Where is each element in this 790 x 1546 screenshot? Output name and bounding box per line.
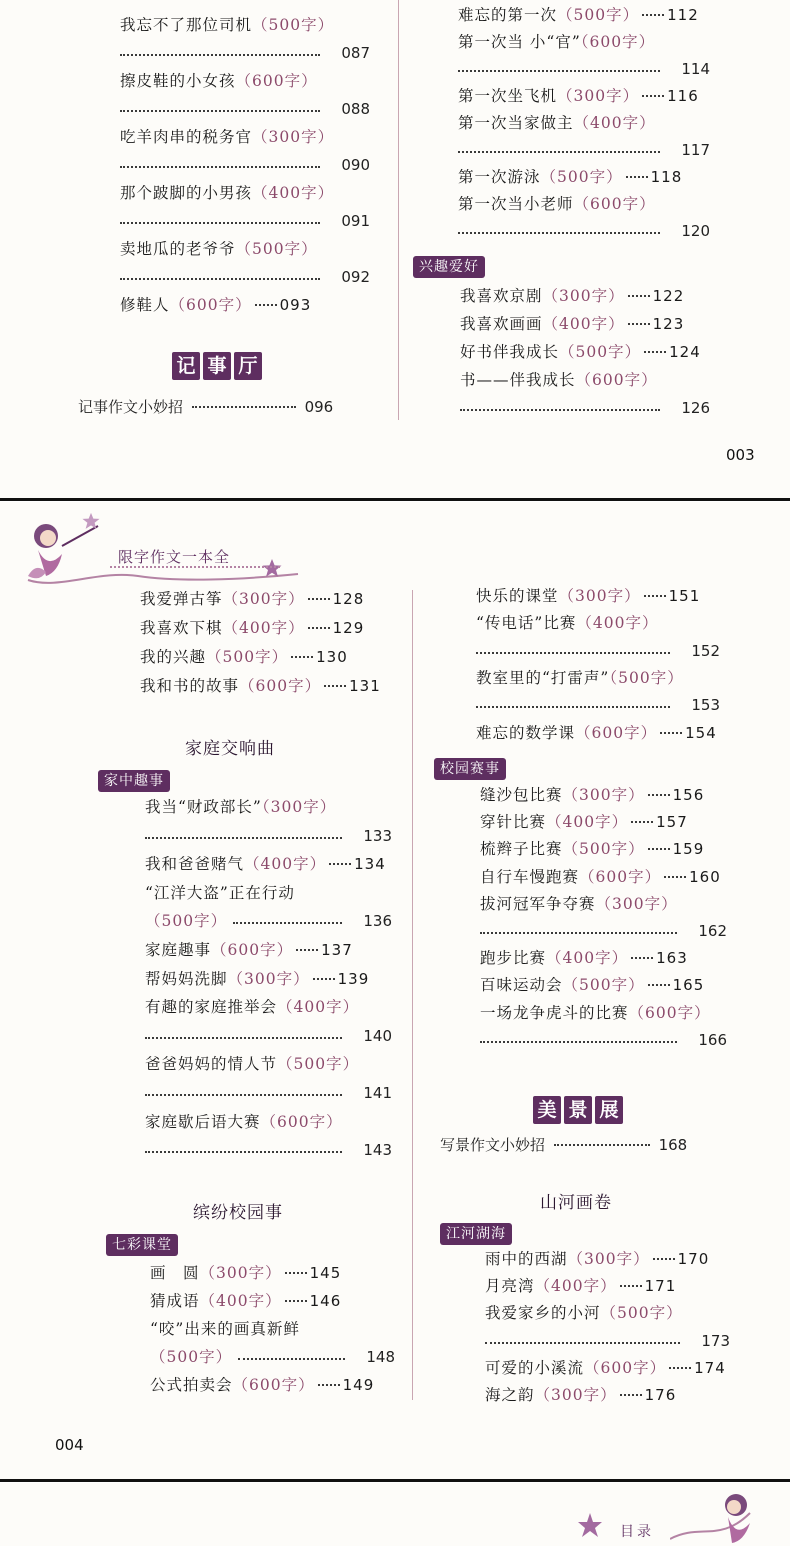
entry-title: 帮妈妈洗脚 [145, 969, 228, 988]
word-count: （500字） [277, 1055, 360, 1074]
word-count: （300字） [562, 786, 645, 804]
word-count: （600字） [584, 1358, 667, 1377]
toc-entry[interactable] [460, 371, 658, 389]
dot-leader [291, 656, 313, 658]
word-count: （300字） [567, 1250, 650, 1268]
toc-entry[interactable] [120, 296, 311, 314]
section-heading: 缤纷校园事 [193, 1203, 283, 1223]
toc-heading: 目录 [620, 1524, 654, 1540]
dot-leader [460, 409, 660, 411]
dot-leader [476, 652, 670, 654]
page-ref: 171 [644, 1277, 677, 1296]
page-ref: 174 [694, 1358, 726, 1377]
word-count: （600字） [211, 941, 294, 959]
dot-leader [458, 70, 660, 72]
entry-title: 我的兴趣 [140, 648, 207, 666]
page-ref: 141 [363, 1084, 392, 1102]
entry-title: 一场龙争虎斗的比赛 [480, 1003, 629, 1022]
word-count: （600字） [575, 723, 658, 742]
word-count: （400字） [576, 614, 659, 633]
toc-entry[interactable] [480, 786, 704, 804]
entry-title: 我和爸爸赌气 [145, 855, 245, 874]
toc-entry-continued[interactable] [150, 1348, 232, 1366]
column-divider [398, 0, 399, 420]
entry-title: 百味运动会 [480, 976, 563, 995]
dot-leader [329, 863, 351, 865]
entry-title: 穿针比赛 [480, 813, 547, 832]
tip-title: 写景作文小妙招 [440, 1136, 546, 1154]
entry-title: 梳辫子比赛 [480, 840, 563, 859]
word-count: （600字） [239, 677, 322, 695]
page-ref: 146 [309, 1292, 342, 1310]
entry-title: 爸爸妈妈的情人节 [145, 1055, 278, 1074]
entry-title: 我爱家乡的小河 [485, 1304, 601, 1323]
tip-page: 168 [658, 1136, 688, 1154]
toc-entry[interactable] [145, 855, 386, 873]
toc-entry[interactable] [485, 1250, 709, 1268]
word-count: （400字） [277, 998, 360, 1017]
dot-leader [313, 978, 335, 980]
entry-title: 好书伴我成长 [460, 343, 560, 361]
word-count: （400字） [573, 114, 656, 132]
page-ref: 176 [644, 1386, 677, 1404]
word-count: （300字） [595, 894, 678, 913]
toc-entry[interactable] [480, 813, 688, 831]
page-ref: 160 [689, 867, 721, 886]
word-count: （500字） [540, 168, 623, 186]
page-ref: 145 [309, 1264, 342, 1282]
page-number: 004 [55, 1436, 84, 1454]
section-title-boxes [172, 352, 262, 380]
word-count: （400字） [546, 949, 629, 968]
entry-title: 吃羊肉串的税务官 [120, 128, 253, 146]
category-tag: 七彩课堂 [106, 1234, 178, 1256]
dot-leader [480, 1041, 677, 1043]
title-underline [110, 566, 280, 568]
dot-leader [476, 706, 670, 708]
toc-entry[interactable] [145, 884, 295, 902]
word-count: （400字） [252, 184, 335, 202]
page-ref: 090 [341, 156, 370, 174]
page-ref: 118 [650, 168, 683, 186]
toc-entry[interactable] [485, 1359, 726, 1377]
page-ref: 129 [332, 619, 365, 637]
toc-entry[interactable] [145, 998, 359, 1016]
dot-leader [285, 1272, 307, 1274]
word-count: （500字） [206, 648, 289, 666]
page-ref: 122 [652, 287, 685, 305]
toc-entry[interactable] [140, 648, 348, 666]
entry-title: 我当“财政部长” [145, 798, 262, 816]
word-count: （600字） [573, 195, 656, 213]
dot-leader [620, 1394, 642, 1396]
word-count: （300字） [261, 798, 337, 816]
word-count: （500字） [235, 240, 318, 258]
dot-leader [642, 95, 664, 97]
word-count: （600字） [169, 296, 252, 314]
toc-entry[interactable] [476, 724, 717, 742]
entry-title: 擦皮鞋的小女孩 [120, 72, 236, 90]
entry-title: “咬”出来的画真新鲜 [150, 1320, 300, 1338]
entry-title: 拔河冠军争夺赛 [480, 894, 596, 913]
page-ref: 170 [677, 1250, 710, 1268]
word-count: （500字） [252, 16, 335, 34]
page-ref: 140 [363, 1026, 392, 1045]
box-char: 美 [533, 1096, 561, 1124]
entry-title: 有趣的家庭推举会 [145, 998, 278, 1017]
toc-entry[interactable] [458, 195, 656, 213]
dot-leader [648, 984, 670, 986]
toc-entry[interactable] [458, 114, 656, 132]
entry-title: 海之韵 [485, 1386, 535, 1404]
category-tag: 江河湖海 [440, 1223, 512, 1245]
dot-leader [642, 14, 664, 16]
page-ref: 148 [366, 1348, 395, 1366]
dot-leader [120, 110, 320, 112]
entry-title: 自行车慢跑赛 [480, 867, 580, 886]
toc-entry[interactable] [150, 1376, 374, 1394]
word-count: （300字） [558, 587, 641, 605]
word-count: （400字） [542, 315, 625, 333]
page-ref: 133 [363, 826, 392, 845]
dot-leader [628, 323, 650, 325]
toc-entry[interactable] [476, 587, 700, 605]
toc-entry[interactable] [140, 619, 364, 637]
dot-leader [296, 949, 318, 951]
page-ref: 114 [681, 60, 710, 78]
page-ref: 157 [656, 813, 688, 832]
word-count: （600字） [580, 33, 656, 51]
toc-entry[interactable] [145, 798, 336, 816]
toc-entry[interactable] [460, 315, 684, 333]
entry-title: 家庭歇后语大赛 [145, 1112, 261, 1131]
entry-title: 我忘不了那位司机 [120, 16, 253, 34]
page-ref: 087 [341, 44, 370, 62]
entry-title: 难忘的数学课 [476, 723, 576, 742]
word-count: （500字） [600, 1304, 683, 1323]
page-ref: 120 [681, 222, 710, 240]
page-ref: 163 [656, 949, 688, 968]
page-ref: 134 [354, 855, 386, 874]
word-count: （300字） [542, 287, 625, 305]
entry-title: 我爱弹古筝 [140, 590, 223, 608]
page-ref: 131 [349, 677, 381, 695]
star-icon [82, 512, 100, 530]
page-separator [0, 498, 790, 501]
dot-leader [458, 232, 660, 234]
word-count: （300字） [227, 969, 310, 988]
flower-vine-icon [670, 1483, 780, 1546]
page-ref: 165 [672, 976, 705, 995]
dot-leader [631, 957, 653, 959]
dot-leader [238, 1358, 345, 1360]
word-count: （300字） [557, 87, 640, 105]
word-count: （300字） [199, 1264, 282, 1282]
entry-title: 我喜欢画画 [460, 315, 543, 333]
dot-leader [255, 304, 277, 306]
toc-entry[interactable] [150, 1320, 300, 1338]
word-count: （500字） [562, 976, 645, 995]
category-tag: 校园赛事 [434, 758, 506, 780]
toc-entry[interactable] [145, 941, 353, 959]
dot-leader [620, 1285, 642, 1287]
toc-entry[interactable] [120, 72, 318, 90]
dot-leader [480, 932, 677, 934]
entry-title: 我喜欢京剧 [460, 287, 543, 305]
entry-title: 雨中的西湖 [485, 1250, 568, 1268]
dot-leader [669, 1367, 691, 1369]
dot-leader [554, 1144, 650, 1146]
entry-title: “传电话”比赛 [476, 614, 577, 633]
entry-title: 第一次坐飞机 [458, 87, 558, 105]
entry-title: 我和书的故事 [140, 677, 240, 695]
dot-leader [318, 1384, 340, 1386]
word-count: （300字） [222, 590, 305, 608]
box-char: 事 [203, 352, 231, 380]
box-char: 记 [172, 352, 200, 380]
page-ref: 091 [341, 212, 370, 230]
page-ref: 173 [701, 1331, 730, 1350]
box-char: 景 [564, 1096, 592, 1124]
page-ref: 149 [342, 1376, 375, 1394]
toc-entry[interactable] [480, 868, 721, 886]
word-count: （500字） [150, 1348, 233, 1366]
entry-title: 第一次游泳 [458, 168, 541, 186]
page-ref: 088 [341, 100, 370, 118]
dot-leader [660, 732, 682, 734]
word-count: （500字） [557, 6, 640, 24]
word-count: （400字） [222, 619, 305, 637]
toc-entry[interactable] [476, 669, 684, 687]
entry-title: 猜成语 [150, 1292, 200, 1310]
toc-entry[interactable] [458, 168, 682, 186]
toc-entry[interactable] [120, 184, 334, 202]
page-ref: 156 [672, 786, 705, 804]
dot-leader [233, 922, 342, 924]
toc-entry[interactable] [140, 590, 364, 608]
tip-entry[interactable] [78, 396, 333, 417]
toc-entry[interactable] [480, 1004, 711, 1022]
section-heading: 家庭交响曲 [185, 739, 275, 759]
dot-leader [631, 821, 653, 823]
toc-entry[interactable] [458, 87, 699, 105]
dot-leader [485, 1342, 680, 1344]
dot-leader [628, 295, 650, 297]
entry-title: 公式拍卖会 [150, 1376, 233, 1394]
word-count: （600字） [232, 1376, 315, 1394]
page-ref: 117 [681, 141, 710, 159]
page-ref: 154 [685, 723, 717, 742]
word-count: （500字） [609, 668, 684, 687]
word-count: （400字） [534, 1277, 617, 1296]
dot-leader [120, 222, 320, 224]
entry-title: 缝沙包比赛 [480, 786, 563, 804]
page-ref: 162 [698, 922, 727, 940]
page-ref: 137 [321, 941, 353, 959]
tip-entry[interactable] [440, 1134, 687, 1155]
page-ref: 116 [667, 87, 699, 105]
page-ref: 143 [363, 1141, 392, 1160]
toc-entry[interactable] [485, 1277, 676, 1295]
page-ref: 092 [341, 268, 370, 286]
toc-entry[interactable] [458, 33, 655, 51]
tip-title: 记事作文小妙招 [78, 398, 184, 416]
entry-title: 修鞋人 [120, 296, 170, 314]
word-count: （600字） [579, 867, 662, 886]
dot-leader [626, 176, 648, 178]
dot-leader [308, 598, 330, 600]
word-count: （600字） [628, 1003, 711, 1022]
box-char: 展 [595, 1096, 623, 1124]
entry-title: 月亮湾 [485, 1277, 535, 1296]
toc-entry[interactable] [485, 1386, 676, 1404]
entry-title: 难忘的第一次 [458, 6, 558, 24]
tip-page: 096 [304, 398, 334, 416]
box-char: 厅 [234, 352, 262, 380]
page-ref: 139 [337, 969, 370, 988]
page-ref: 152 [691, 641, 720, 660]
page-ref: 128 [332, 590, 365, 608]
entry-title: 教室里的“打雷声” [476, 668, 610, 687]
dot-leader [644, 595, 666, 597]
toc-entry[interactable] [120, 16, 334, 34]
dot-leader [192, 406, 296, 408]
book-title: 限字作文一本全 [118, 548, 231, 566]
page-ref: 126 [681, 399, 710, 417]
section-title-boxes [533, 1096, 623, 1124]
entry-title: 家庭趣事 [145, 941, 212, 959]
toc-entry[interactable] [460, 287, 684, 305]
dot-leader [145, 1037, 342, 1039]
category-tag: 家中趣事 [98, 770, 170, 792]
dot-leader [653, 1258, 675, 1260]
entry-title: 书——伴我成长 [460, 371, 576, 389]
entry-title: 那个跛脚的小男孩 [120, 184, 253, 202]
word-count: （400字） [244, 855, 327, 874]
star-icon [262, 558, 282, 578]
toc-entry[interactable] [150, 1264, 341, 1282]
toc-entry[interactable] [480, 895, 678, 913]
dot-leader [648, 848, 670, 850]
word-count: （400字） [199, 1292, 282, 1310]
dot-leader [145, 837, 342, 839]
page-ref: 123 [652, 315, 685, 333]
page-ref: 112 [667, 6, 699, 24]
star-icon [570, 1511, 610, 1539]
toc-entry[interactable] [460, 343, 701, 361]
entry-title: 卖地瓜的老爷爷 [120, 240, 236, 258]
page-ref: 124 [669, 343, 701, 361]
dot-leader [324, 685, 346, 687]
word-count: （500字） [559, 343, 642, 361]
entry-title: 快乐的课堂 [476, 587, 559, 605]
word-count: （600字） [235, 72, 318, 90]
page-ref: 093 [279, 296, 312, 314]
page-ref: 159 [672, 840, 705, 859]
toc-entry[interactable] [145, 970, 369, 988]
dot-leader [285, 1300, 307, 1302]
entry-title: 第一次当家做主 [458, 114, 574, 132]
entry-title: 跑步比赛 [480, 949, 547, 968]
toc-entry[interactable] [480, 949, 688, 967]
word-count: （500字） [562, 840, 645, 859]
toc-entry[interactable] [145, 1113, 343, 1131]
page-ref: 151 [668, 587, 701, 605]
page-ref: 166 [698, 1030, 727, 1049]
dot-leader [145, 1151, 342, 1153]
entry-title: 画 圆 [150, 1264, 200, 1282]
page-005 [0, 1483, 790, 1546]
word-count: （300字） [252, 128, 335, 146]
toc-entry-continued[interactable] [145, 912, 227, 930]
toc-entry[interactable] [145, 1055, 359, 1073]
page-number: 003 [726, 446, 755, 464]
section-heading: 山河画卷 [540, 1193, 612, 1213]
entry-title: 第一次当小老师 [458, 195, 574, 213]
category-tag: 兴趣爱好 [413, 256, 485, 278]
toc-entry[interactable] [480, 976, 704, 994]
dot-leader [120, 166, 320, 168]
page-004 [0, 502, 790, 1479]
dot-leader [648, 794, 670, 796]
word-count: （600字） [575, 371, 658, 389]
page-ref: 130 [316, 648, 348, 666]
word-count: （300字） [534, 1386, 617, 1404]
page-ref: 136 [363, 912, 392, 931]
entry-title: 我喜欢下棋 [140, 619, 223, 637]
dot-leader [145, 1094, 342, 1096]
entry-title: 可爱的小溪流 [485, 1358, 585, 1377]
toc-entry[interactable] [150, 1292, 341, 1310]
dot-leader [120, 54, 320, 56]
entry-title: 第一次当 小“官” [458, 33, 581, 51]
dot-leader [120, 278, 320, 280]
dot-leader [664, 876, 686, 878]
toc-entry[interactable] [458, 6, 699, 24]
word-count: （500字） [145, 912, 228, 931]
dot-leader [458, 151, 660, 153]
page-ref: 153 [691, 696, 720, 715]
toc-entry[interactable] [120, 128, 334, 146]
dot-leader [644, 351, 666, 353]
dot-leader [308, 627, 330, 629]
toc-entry[interactable] [140, 677, 381, 695]
page-separator [0, 1479, 790, 1482]
toc-entry[interactable] [485, 1304, 683, 1322]
word-count: （400字） [546, 813, 629, 832]
word-count: （600字） [260, 1112, 343, 1131]
entry-title: “江洋大盗”正在行动 [145, 883, 295, 902]
page-003 [0, 0, 790, 498]
toc-entry[interactable] [480, 840, 704, 858]
toc-entry[interactable] [476, 614, 658, 632]
toc-entry[interactable] [120, 240, 318, 258]
column-divider [412, 590, 413, 1400]
